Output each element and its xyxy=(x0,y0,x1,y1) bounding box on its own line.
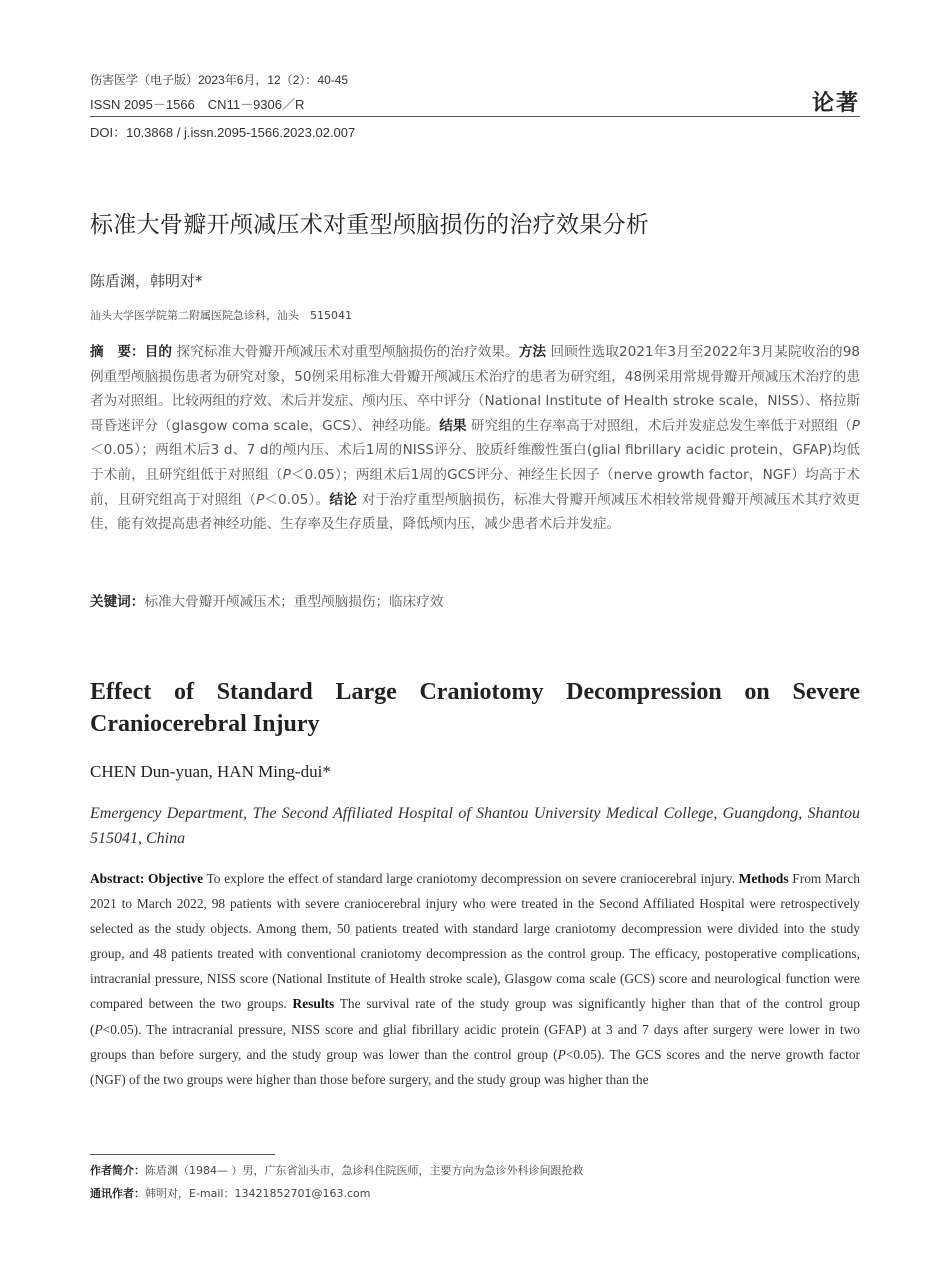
cn-results-text: 研究组的生存率高于对照组，术后并发症总发生率低于对照组（ xyxy=(466,417,852,434)
cn-keywords xyxy=(90,590,860,610)
en-affiliation: Emergency Department, The Second Affiliated Hospital of Shantou University Medical College, Guangdong, Shantou 515041, China xyxy=(90,805,860,847)
header-divider xyxy=(90,116,860,117)
en-results-text: <0.05). The GCS scores and the nerve growth factor (NGF) of the two groups were higher than those before surgery, and the study group was higher than the xyxy=(90,1046,860,1087)
p-symbol: P xyxy=(94,1021,103,1037)
p-symbol: P xyxy=(256,491,265,508)
section-tag: 论著 xyxy=(811,90,860,116)
en-title-line2: Craniocerebral Injury xyxy=(90,711,320,737)
cn-keywords-text: 标准大骨瓣开颅减压术；重型颅脑损伤；临床疗效 xyxy=(144,594,444,610)
en-methods-label: Methods xyxy=(738,871,789,886)
p-symbol: P xyxy=(557,1046,566,1062)
corresponding-footnote-text: 韩明对，E-mail：13421852701@163.com xyxy=(145,1187,371,1200)
en-abstract-label: Abstract: xyxy=(90,871,145,886)
author-footnote-text: 陈盾渊（1984— ）男，广东省汕头市，急诊科住院医师，主要方向为急诊外科诊间跟抢救 xyxy=(145,1164,584,1177)
cn-results-text: ＜0.05）；两组术后1周的GCS评分、神经生长因子（nerve growth factor，NGF）均高于术前，且研究组高于对照组（ xyxy=(90,466,860,508)
corresponding-footnote xyxy=(90,1185,860,1201)
cn-affiliation: 汕头大学医学院第二附属医院急诊科，汕头 515041 xyxy=(90,309,352,322)
cn-keywords-label: 关键词： xyxy=(90,594,145,610)
en-methods-text: From March 2021 to March 2022, 98 patients with severe craniocerebral injury who were treated in the Second Affiliated Hospital were retrospectively selected as the study objects. Among them, 50 patients treated with standard large craniotomy decompression were divided into the study group, and 48 patients treated with conventional craniotomy decompression as the control group. The efficacy, postoperative complications, intracranial pressure, NISS score (National Institute of Health stroke scale), Glasgow coma scale (GCS) score and neurological function were compared between the two groups. xyxy=(90,871,860,1012)
cn-conclusion-label: 结论 xyxy=(329,491,358,508)
cn-methods-label: 方法 xyxy=(518,344,547,360)
cn-objective-text: 探究标准大骨瓣开颅减压术对重型颅脑损伤的治疗效果。 xyxy=(172,344,519,360)
cn-objective-label: 目的 xyxy=(144,344,173,360)
journal-issn: ISSN 2095－1566 CN11－9306／R xyxy=(90,97,305,112)
en-results-text: <0.05). The intracranial pressure, NISS score and glial fibrillary acidic protein (GFAP) at 3 and 7 days after surgery were lower in two groups than before surgery, and the study group was lower than the control group ( xyxy=(90,1021,860,1062)
corresponding-footnote-label: 通讯作者： xyxy=(90,1187,145,1200)
cn-authors: 陈盾渊，韩明对* xyxy=(90,272,203,290)
en-title xyxy=(90,676,860,740)
author-footnote-label: 作者简介： xyxy=(90,1164,145,1177)
cn-title: 标准大骨瓣开颅减压术对重型颅脑损伤的治疗效果分析 xyxy=(90,212,650,238)
doi-line: DOI：10.3868 / j.issn.2095-1566.2023.02.007 xyxy=(90,125,356,140)
cn-results-text: ＜0.05）；两组术后3 d、7 d的颅内压、术后1周的NISS评分、胶质纤维酸性蛋白(glial fibrillary acidic protein，GFAP)均低于术前，且研究组低于对照组（ xyxy=(90,442,860,483)
cn-results-text: ＜0.05）。 xyxy=(264,491,330,508)
en-results-text: The survival rate of the study group was significantly higher than that of the control group ( xyxy=(90,996,860,1037)
journal-citation: 伤害医学（电子版）2023年6月，12（2）：40-45 xyxy=(90,73,349,87)
cn-conclusion-text: 对于治疗重型颅脑损伤，标准大骨瓣开颅减压术相较常规骨瓣开颅减压术其疗效更佳，能有效提高患者神经功能、生存率及生存质量，降低颅内压，减少患者术后并发症。 xyxy=(90,491,861,533)
p-symbol: P xyxy=(282,466,291,483)
p-symbol: P xyxy=(851,417,860,434)
en-results-label: Results xyxy=(292,996,335,1012)
cn-methods-text: 回顾性选取2021年3月至2022年3月某院收治的98例重型颅脑损伤患者为研究对象，50例采用标准大骨瓣开颅减压术治疗的患者为研究组，48例采用常规骨瓣开颅减压术治疗的患者为对照组。比较两组的疗效、术后并发症、颅内压、卒中评分（National Institute of Health stroke scale，NISS）、格拉斯哥昏迷评分（glasgow coma scale，GCS）、神经功能。 xyxy=(90,344,860,434)
footnote-divider xyxy=(90,1154,275,1155)
en-title-line1: Effect of Standard Large Craniotomy Decompression on Severe xyxy=(90,679,860,705)
en-objective-label: Objective xyxy=(148,871,204,886)
en-objective-text: To explore the effect of standard large craniotomy decompression on severe craniocerebral injury. xyxy=(203,871,739,886)
cn-results-label: 结果 xyxy=(439,417,467,434)
author-footnote xyxy=(90,1162,860,1178)
cn-abstract xyxy=(90,340,860,537)
cn-abstract-label: 摘 要： xyxy=(90,344,145,360)
en-authors: CHEN Dun-yuan, HAN Ming-dui* xyxy=(90,762,331,781)
en-abstract xyxy=(90,866,860,1092)
